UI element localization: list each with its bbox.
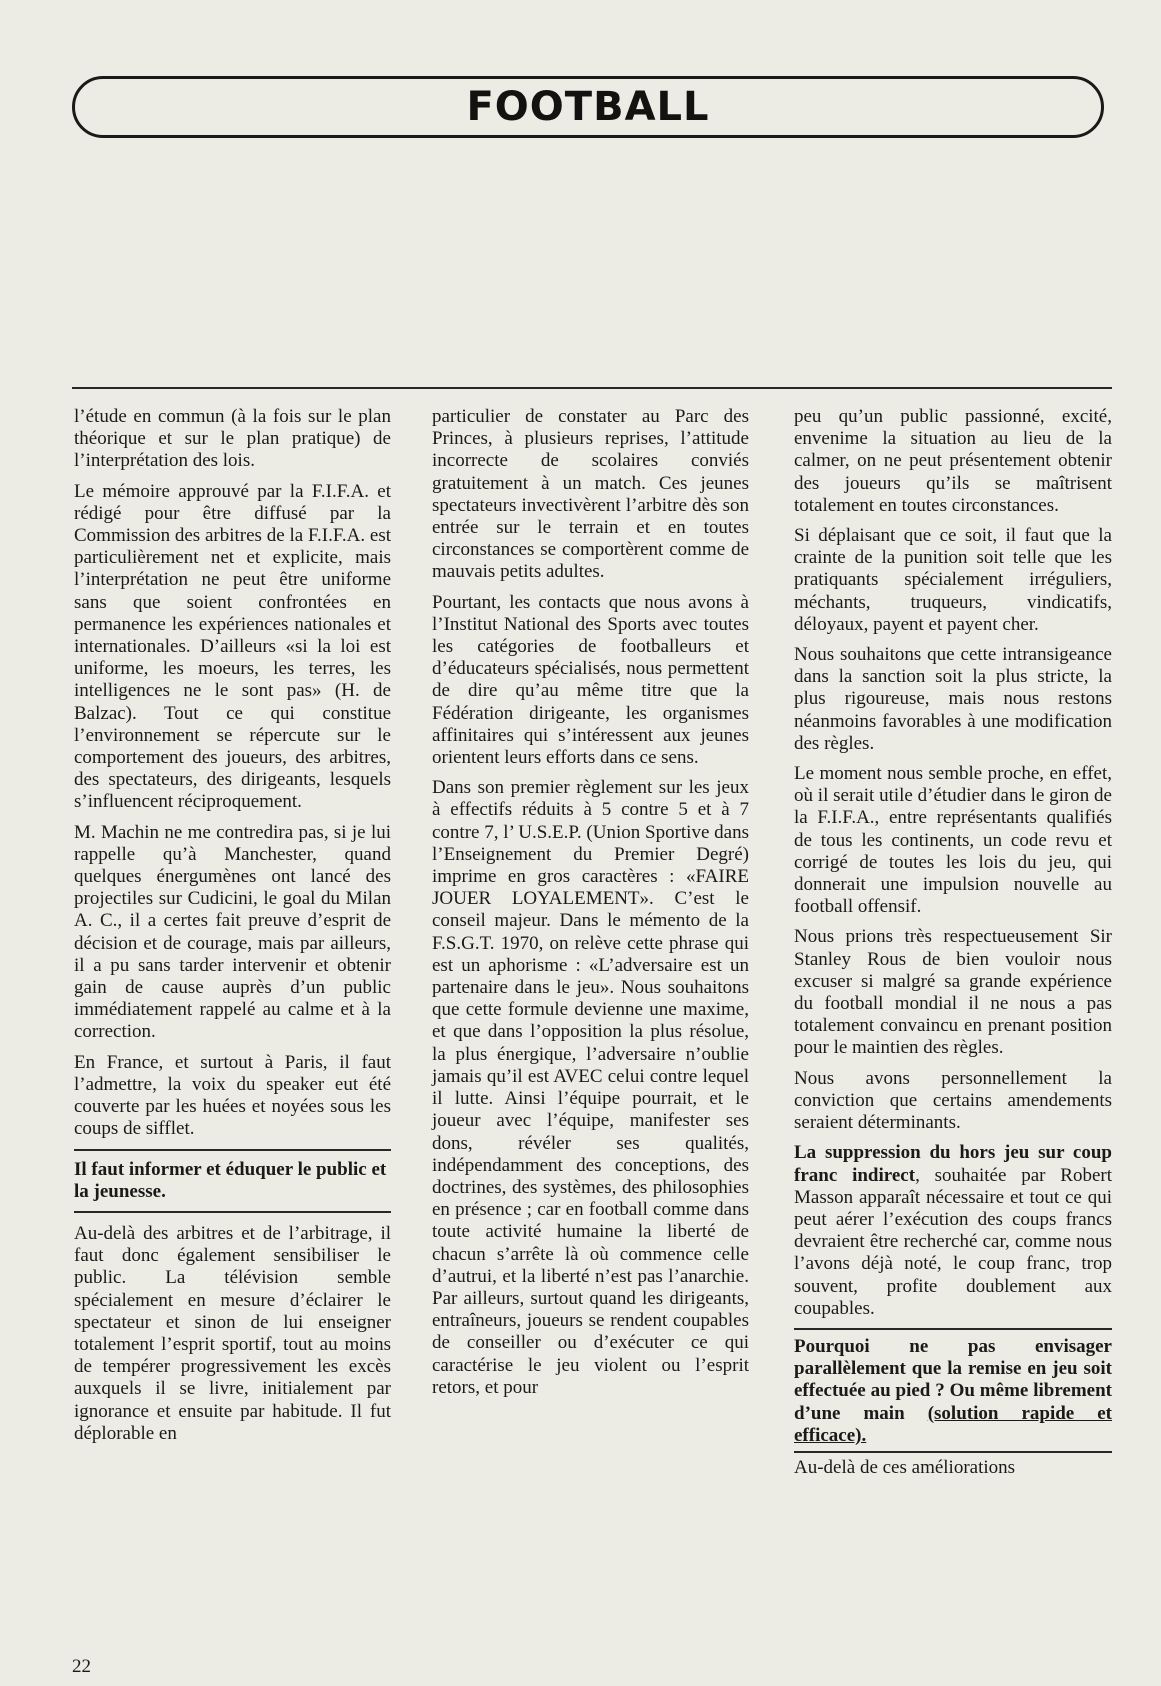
paragraph: Au-delà des arbitres et de l’arbitrage, il faut donc également sensibiliser le public. La télévision semble spécialement en mesure d’éclairer le spectateur et sinon de lui enseigner totalement l’esprit sportif, tout au moins de tempérer progressivement les excès auxquels il se livre, initialement par ignorance et ensuite par habitude. Il fut déplorable en	[74, 1222, 391, 1444]
paragraph-suppression	[794, 1142, 1112, 1320]
subheading: Il faut informer et éduquer le public et la jeunesse.	[74, 1149, 391, 1213]
section-title: FOOTBALL	[466, 84, 710, 130]
column-1	[74, 406, 391, 1453]
paragraph: Dans son premier règlement sur les jeux à effectifs réduits à 5 contre 5 et à 7 contre 7, l’ U.S.E.P. (Union Sportive dans l’Enseignement du Premier Degré) imprime en gros caractères : «FAIRE JOUER LOYALEMENT». C’est le conseil majeur. Dans le mémento de la F.S.G.T. 1970, on relève cette phrase qui est un aphorisme : «L’adversaire est un partenaire dans le jeu». Nous souhaitons que cette formule devienne une maxime, et que dans l’opposition la plus résolue, la plus énergique, l’adversaire n’oublie jamais qu’il est AVEC celui contre lequel il lutte. Ainsi l’équipe pourrait, et le joueur avec l’équipe, manifester ses dons, révéler ses qualités, indépendamment des conceptions, des doctrines, des systèmes, des philosophies en présence ; car en football comme dans toute activité humaine la liberté de chacun s’arrête là où commence celle d’autrui, et la liberté n’est pas l’anarchie. Par ailleurs, surtout quand les dirigeants, entraîneurs, joueurs se rendent coupables de conseiller ou d’exécuter ce qui caractérise le jeu violent ou l’esprit retors, et pour	[432, 777, 749, 1398]
paragraph: Au-delà de ces améliorations	[794, 1451, 1112, 1479]
paragraph: peu qu’un public passionné, excité, envenime la situation au lieu de la calmer, on ne peut présentement obtenir des joueurs qu’ils se maîtrisent totalement en toutes circonstances.	[794, 406, 1112, 516]
paragraph: l’étude en commun (à la fois sur le plan théorique et sur le plan pratique) de l’interprétation des lois.	[74, 406, 391, 472]
question-text: Pourquoi ne pas envisager parallèlement que la remise en jeu soit effectuée au pied ? Ou même librement d’une main	[794, 1335, 1112, 1424]
bold-lead: La suppression du hors jeu sur coup franc indirect	[794, 1142, 1112, 1186]
page-number: 22	[72, 1656, 91, 1677]
column-3	[794, 406, 1112, 1479]
paragraph: Nous prions très respectueusement Sir Stanley Rous de bien vouloir nous excuser si malgré sa grande expérience du football mondial il ne nous a pas totalement convaincu en prenant position pour le maintien des règles.	[794, 926, 1112, 1059]
paragraph: Pourtant, les contacts que nous avons à l’Institut National des Sports avec toutes les catégories de footballeurs et d’éducateurs spécialisés, nous permettent de dire qu’au même titre que la Fédération dirigeante, les organismes affinitaires qui s’intéressent aux jeunes orientent leurs efforts dans ce sens.	[432, 591, 749, 769]
paragraph: En France, et surtout à Paris, il faut l’admettre, la voix du speaker eut été couverte par les huées et noyées sous les coups de sifflet.	[74, 1051, 391, 1140]
paragraph: Si déplaisant que ce soit, il faut que la crainte de la punition soit telle que les pratiquants spécialement irréguliers, méchants, truqueurs, vindicatifs, déloyaux, payent et payent cher.	[794, 525, 1112, 635]
paragraph: Le moment nous semble proche, en effet, où il serait utile d’étudier dans le giron de la F.I.F.A., entre représentants qualifiés de tous les continents, un code revu et corrigé de toutes les lois du jeu, qui donnerait une impulsion nouvelle au football offensif.	[794, 763, 1112, 918]
paragraph: Nous souhaitons que cette intransigeance dans la sanction soit la plus stricte, la plus rigoureuse, mais nous restons néanmoins favorables à une modification des règles.	[794, 644, 1112, 754]
column-2	[432, 406, 749, 1407]
paragraph: Le mémoire approuvé par la F.I.F.A. et rédigé pour être diffusé par la Commission des arbitres de la F.I.F.A. est particulièrement net et explicite, mais l’interprétation ne peut être uniforme sans que soient confrontées en permanence les expériences nationales et internationales. D’ailleurs «si la loi est uniforme, les moeurs, les terres, les intelligences ne le sont pas» (H. de Balzac). Tout ce qui constitue l’environnement se répercute sur le comportement des joueurs, des arbitres, des spectateurs, des dirigeants, lesquels s’influencent réciproquement.	[74, 480, 391, 813]
question-underlined: (solution rapide et efficace).	[794, 1402, 1113, 1446]
paragraph: particulier de constater au Parc des Princes, à plusieurs reprises, l’attitude incorrecte de scolaires conviés gratuitement à un match. Ces jeunes spectateurs invectivèrent l’arbitre dès son entrée sur le terrain et en toutes circonstances se comportèrent comme de mauvais petits adultes.	[432, 406, 749, 583]
divider-rule	[72, 387, 1112, 389]
paragraph-rest: , souhaitée par Robert Masson apparaît nécessaire et tout ce qui peut aérer l’exécution des coups francs devraient être recherché car, comme nous l’avons déjà noté, le coup franc, trop souvent, profite doublement aux coupables.	[794, 1164, 1112, 1319]
paragraph: Nous avons personnellement la conviction que certains amendements seraient déterminants.	[794, 1067, 1112, 1134]
question-paragraph	[794, 1328, 1112, 1447]
paragraph: M. Machin ne me contredira pas, si je lui rappelle qu’à Manchester, quand quelques énergumènes ont lancé des projectiles sur Cudicini, le goal du Milan A. C., il a certes fait preuve d’esprit de décision et de courage, mais par ailleurs, il a pu sans tarder intervenir et obtenir gain de cause auprès d’un public immédiatement rappelé au calme et à la correction.	[74, 821, 391, 1043]
section-header	[72, 76, 1104, 138]
